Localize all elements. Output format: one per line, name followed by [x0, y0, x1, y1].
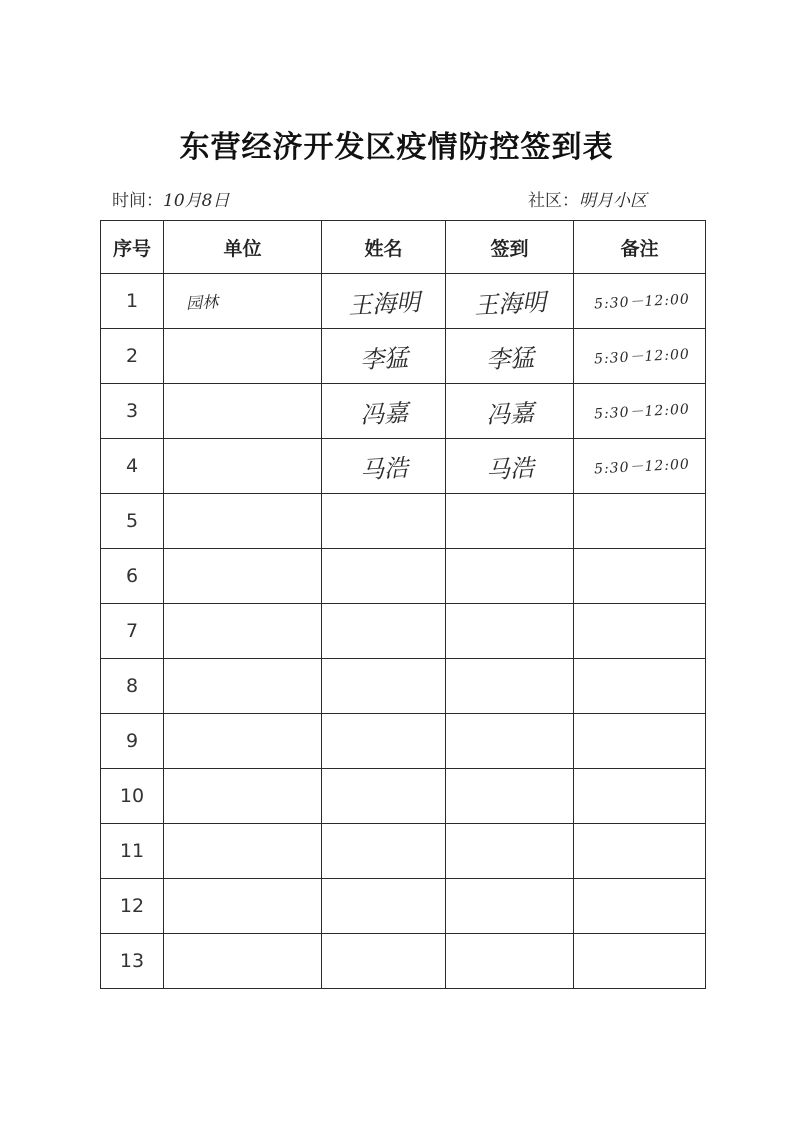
- row-note-cell: [574, 934, 706, 989]
- row-note: 5:30－12:00: [593, 346, 691, 368]
- row-sign: 王海明: [472, 287, 547, 320]
- row-index: 11: [119, 840, 145, 862]
- row-sign-cell: [446, 604, 574, 659]
- table-row: [101, 494, 706, 549]
- row-index: 1: [125, 290, 139, 312]
- row-note-cell: [574, 659, 706, 714]
- date-field: [112, 186, 229, 211]
- header-sign: 签到: [446, 221, 574, 274]
- row-unit-cell: [164, 714, 322, 769]
- row-sign-cell: [446, 439, 574, 494]
- row-name-cell: [322, 659, 446, 714]
- row-name-cell: [322, 439, 446, 494]
- row-note-cell: [574, 439, 706, 494]
- community-field: [528, 186, 647, 211]
- row-unit-cell: [164, 824, 322, 879]
- table-row: [101, 769, 706, 824]
- row-name: 马浩: [358, 453, 409, 484]
- row-index-cell: [101, 329, 164, 384]
- row-sign-cell: [446, 384, 574, 439]
- row-sign-cell: [446, 329, 574, 384]
- row-index: 2: [125, 345, 139, 367]
- row-name-cell: [322, 604, 446, 659]
- row-unit-cell: [164, 769, 322, 824]
- row-sign-cell: [446, 824, 574, 879]
- row-name-cell: [322, 384, 446, 439]
- row-sign-cell: [446, 659, 574, 714]
- row-sign-cell: [446, 934, 574, 989]
- row-index-cell: [101, 604, 164, 659]
- row-name-cell: [322, 329, 446, 384]
- row-index-cell: [101, 384, 164, 439]
- sign-in-table: [100, 220, 706, 989]
- row-unit-cell: [164, 934, 322, 989]
- row-index-cell: [101, 659, 164, 714]
- row-unit-cell: [164, 329, 322, 384]
- row-unit-cell: [164, 274, 322, 329]
- row-unit: 园林: [185, 291, 219, 313]
- row-index: 13: [119, 950, 145, 972]
- table-row: [101, 934, 706, 989]
- row-name-cell: [322, 879, 446, 934]
- row-index-cell: [101, 439, 164, 494]
- row-index: 7: [125, 620, 139, 642]
- row-sign-cell: [446, 549, 574, 604]
- row-note-cell: [574, 494, 706, 549]
- row-name-cell: [322, 274, 446, 329]
- row-note: 5:30－12:00: [593, 291, 691, 313]
- row-unit-cell: [164, 604, 322, 659]
- row-name: 李猛: [358, 343, 409, 374]
- row-unit-cell: [164, 659, 322, 714]
- row-note: 5:30－12:00: [593, 456, 691, 478]
- community-label: 社区：: [528, 191, 579, 211]
- row-name-cell: [322, 494, 446, 549]
- row-index: 4: [125, 455, 139, 477]
- table-row: [101, 329, 706, 384]
- row-name-cell: [322, 824, 446, 879]
- row-name-cell: [322, 769, 446, 824]
- row-name: 冯嘉: [358, 398, 409, 429]
- row-sign-cell: [446, 494, 574, 549]
- table-row: [101, 549, 706, 604]
- header-unit: 单位: [164, 221, 322, 274]
- row-unit-cell: [164, 549, 322, 604]
- row-sign-cell: [446, 274, 574, 329]
- table-row: [101, 604, 706, 659]
- row-name-cell: [322, 714, 446, 769]
- community-value: 明月小区: [579, 191, 647, 211]
- row-unit-cell: [164, 439, 322, 494]
- row-index: 8: [125, 675, 139, 697]
- row-note-cell: [574, 384, 706, 439]
- row-index: 5: [125, 510, 139, 532]
- row-index: 6: [125, 565, 139, 587]
- row-name: 王海明: [346, 287, 421, 320]
- row-note-cell: [574, 879, 706, 934]
- row-index-cell: [101, 879, 164, 934]
- row-sign: 李猛: [484, 343, 535, 374]
- header-name: 姓名: [322, 221, 446, 274]
- table-row: [101, 824, 706, 879]
- row-index-cell: [101, 769, 164, 824]
- row-note: 5:30－12:00: [593, 401, 691, 423]
- row-unit-cell: [164, 384, 322, 439]
- row-index: 12: [119, 895, 145, 917]
- row-sign: 冯嘉: [484, 398, 535, 429]
- header-index: 序号: [101, 221, 164, 274]
- table-row: [101, 714, 706, 769]
- table-row: [101, 384, 706, 439]
- table-row: [101, 659, 706, 714]
- row-name-cell: [322, 934, 446, 989]
- date-value: 10月8日: [163, 191, 230, 211]
- date-label: 时间：: [112, 191, 163, 211]
- row-unit-cell: [164, 879, 322, 934]
- row-index: 3: [125, 400, 139, 422]
- row-index-cell: [101, 274, 164, 329]
- row-unit-cell: [164, 494, 322, 549]
- row-index: 10: [119, 785, 145, 807]
- table-row: [101, 274, 706, 329]
- row-index-cell: [101, 549, 164, 604]
- row-sign-cell: [446, 714, 574, 769]
- row-index-cell: [101, 494, 164, 549]
- row-index-cell: [101, 824, 164, 879]
- row-note-cell: [574, 329, 706, 384]
- row-name-cell: [322, 549, 446, 604]
- row-sign-cell: [446, 879, 574, 934]
- table-row: [101, 439, 706, 494]
- header-note: 备注: [574, 221, 706, 274]
- row-index-cell: [101, 714, 164, 769]
- row-note-cell: [574, 549, 706, 604]
- row-note-cell: [574, 824, 706, 879]
- page-title: 东营经济开发区疫情防控签到表: [179, 130, 614, 165]
- row-note-cell: [574, 714, 706, 769]
- row-index-cell: [101, 934, 164, 989]
- row-note-cell: [574, 769, 706, 824]
- row-note-cell: [574, 604, 706, 659]
- row-note-cell: [574, 274, 706, 329]
- row-index: 9: [125, 730, 139, 752]
- table-header-row: [101, 221, 706, 274]
- row-sign-cell: [446, 769, 574, 824]
- table-row: [101, 879, 706, 934]
- row-sign: 马浩: [484, 453, 535, 484]
